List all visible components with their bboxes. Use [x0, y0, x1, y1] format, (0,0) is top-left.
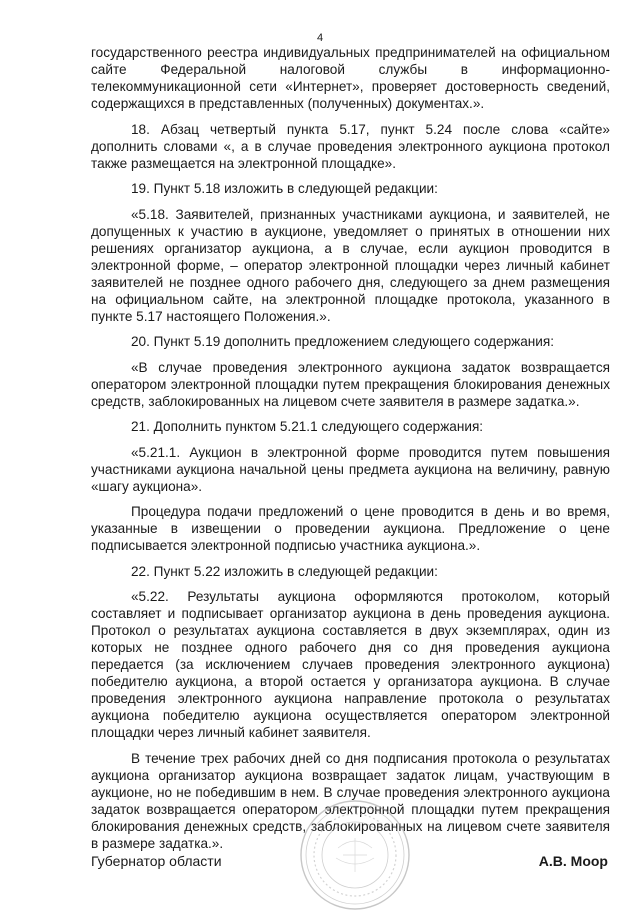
- paragraph-bidding-procedure: Процедура подачи предложений о цене проводится в день и во время, указанные в извещении о проведении аукциона. Предложение о цене подписывается электронной подписью участника аукциона.».: [91, 504, 610, 553]
- paragraph-clause-5-21-1: «5.21.1. Аукцион в электронной форме проводится путем повышения участниками аукциона начальной цены предмета аукциона на величину, равную «шагу аукциона».: [91, 444, 610, 494]
- paragraph-clause-5-19-addition: «В случае проведения электронного аукциона задаток возвращается оператором электронной площадки путем прекращения блокирования денежных средств, заблокированных на лицевом счете заявителя в размере задатка.».: [91, 359, 610, 409]
- official-seal: [298, 798, 412, 912]
- paragraph-item-19: 19. Пункт 5.18 изложить в следующей редакции:: [131, 181, 438, 196]
- document-body: [91, 44, 610, 860]
- paragraph-clause-5-22: «5.22. Результаты аукциона оформляются протоколом, который составляет и подписывает организатор аукциона в день проведения аукциона. Протокол о результатах аукциона составляется в двух экземплярах, один из которых не позднее одного рабочего дня со дня проведения аукциона передается (за исключением случаев проведения электронного аукциона) победителю аукциона, а второй остается у организатора аукциона. В случае проведения электронного аукциона направление протокола о результатах аукциона победителю аукциона осуществляется оператором электронной площадки через личный кабинет заявителя.: [91, 589, 610, 740]
- signatory-position: Губернатор области: [91, 853, 222, 869]
- paragraph-clause-5-18: «5.18. Заявителей, признанных участниками аукциона, и заявителей, не допущенных к участию в аукционе, уведомляет о принятых в отношении них решениях организатор аукциона, а в случае, если аукцион проводится в электронной форме, – оператор электронной площадки через личный кабинет заявителей не позднее одного рабочего дня, следующего за днем размещения на официальном сайте, на электронной площадке протокола, указанного в пункте 5.17 настоящего Положения.».: [91, 206, 610, 324]
- page-number: 4: [316, 32, 324, 44]
- paragraph-continuation: государственного реестра индивидуальных предпринимателей на официальном сайте Федеральной налоговой службы в информационно-телекоммуникационной сети «Интернет», проверяет достоверность сведений, содержащихся в представленных (полученных) документах.».: [91, 45, 610, 111]
- paragraph-item-21: 21. Дополнить пунктом 5.21.1 следующего содержания:: [131, 419, 484, 434]
- paragraph-item-20: 20. Пункт 5.19 дополнить предложением следующего содержания:: [131, 334, 555, 349]
- signatory-name: А.В. Моор: [538, 853, 608, 869]
- paragraph-deposit-return: В течение трех рабочих дней со дня подписания протокола о результатах аукциона организатор аукциона возвращает задаток лицам, участвующим в аукционе, но не победившим в нем. В случае проведения электронного аукциона задаток возвращается оператором электронной площадки путем прекращения блокирования денежных средств, заблокированных на лицевом счете заявителя в размере задатка.».: [91, 750, 610, 851]
- paragraph-item-18: 18. Абзац четвертый пункта 5.17, пункт 5.24 после слова «сайте» дополнить словами «, а в случае проведения электронного аукциона протокол также размещается на электронной площадке».: [91, 121, 610, 171]
- paragraph-item-22: 22. Пункт 5.22 изложить в следующей редакции:: [131, 563, 438, 579]
